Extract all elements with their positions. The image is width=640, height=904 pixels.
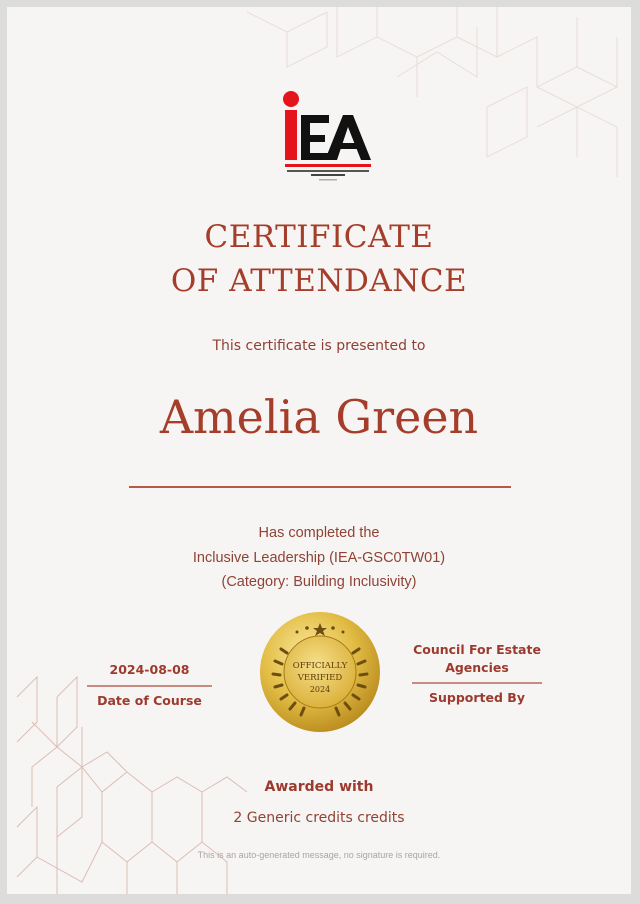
title-line-2: OF ATTENDANCE: [170, 263, 468, 299]
course-category: (Category: Building Inclusivity): [221, 574, 417, 590]
svg-text:VERIFIED: VERIFIED: [297, 673, 343, 683]
logo-dot-icon: [283, 91, 299, 107]
completion-text: Has completed the: [258, 525, 380, 541]
date-of-course-block: [87, 662, 212, 708]
laurel-seal-icon: [259, 611, 381, 733]
date-label: Date of Course: [97, 693, 202, 708]
credits-value: 2 Generic credits credits: [233, 810, 405, 826]
completion-block: [7, 521, 631, 595]
supporter-label: Supported By: [429, 690, 525, 705]
supporter-name-line-1: Council For Estate: [413, 642, 541, 657]
supporter-name-line-2: Agencies: [445, 660, 509, 675]
certificate-title: [7, 215, 631, 303]
supporter-divider: [412, 682, 542, 684]
name-divider: [129, 486, 511, 488]
supported-by-block: [412, 641, 542, 705]
svg-text:OFFICIALLY: OFFICIALLY: [292, 661, 348, 671]
course-name: Inclusive Leadership (IEA-GSC0TW01): [192, 549, 446, 566]
recipient-name: Amelia Green: [159, 390, 479, 444]
certificate-card: [7, 7, 631, 894]
course-date: 2024-08-08: [109, 662, 190, 677]
presented-to-text: This certificate is presented to: [212, 338, 426, 354]
auto-generated-note: This is an auto-generated message, no signature is required.: [197, 850, 441, 860]
svg-text:2024: 2024: [309, 685, 331, 694]
title-line-1: CERTIFICATE: [204, 219, 434, 255]
date-divider: [87, 685, 212, 687]
iea-logo: [277, 87, 377, 187]
awarded-label: Awarded with: [264, 779, 374, 795]
